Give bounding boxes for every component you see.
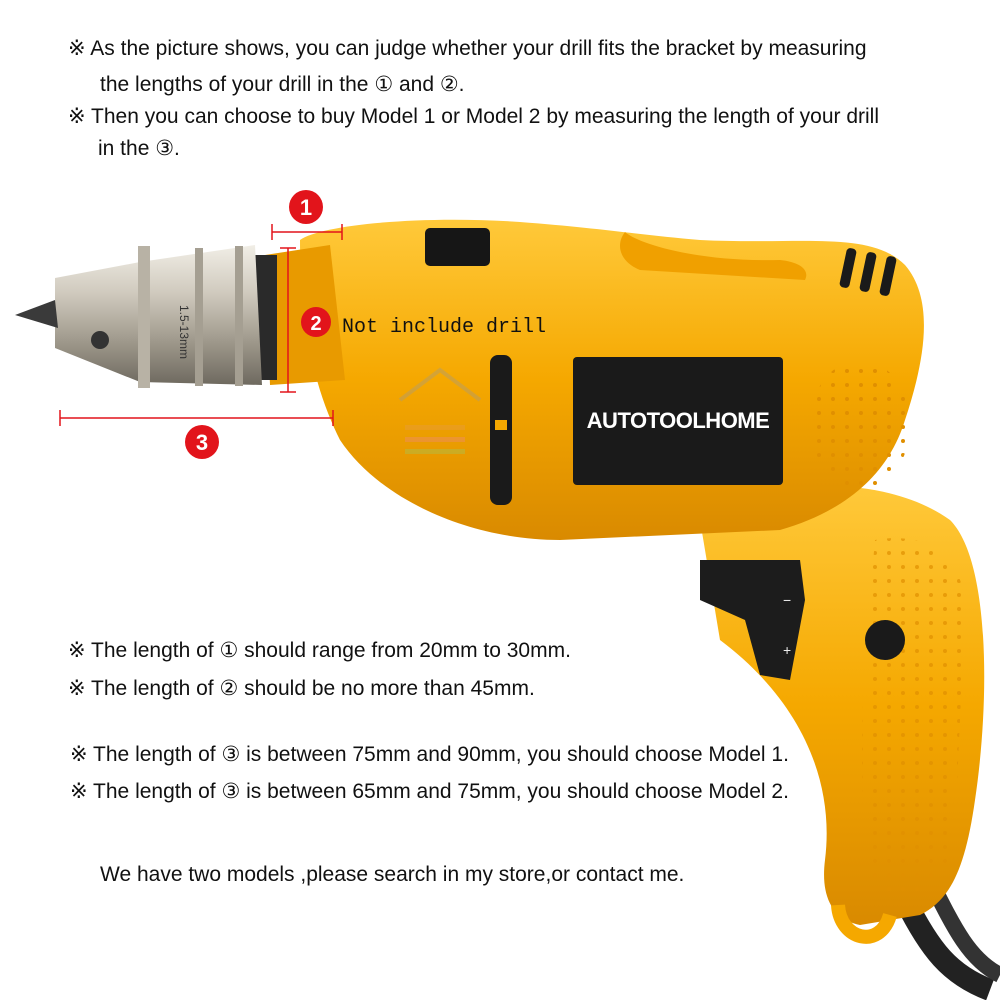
vent-dots <box>810 360 910 490</box>
rule-2: ※ The length of ② should be no more than 45mm. <box>68 677 535 700</box>
intro-line-1: ※ As the picture shows, you can judge whether your drill fits the bracket by measuring <box>68 37 867 60</box>
intro-line-2: the lengths of your drill in the ① and ②. <box>100 73 465 96</box>
intro-line-3: ※ Then you can choose to buy Model 1 or Model 2 by measuring the length of your drill <box>68 105 880 128</box>
marker-2-note: Not include drill <box>342 316 547 339</box>
switch-plus: + <box>783 642 792 658</box>
intro-line-4: in the ③. <box>98 137 180 160</box>
rule-4: ※ The length of ③ is between 65mm and 75mm, you should choose Model 2. <box>70 780 789 803</box>
footer-note: We have two models ,please search in my store,or contact me. <box>100 863 685 886</box>
brand-name: AUTOTOOLHOME <box>586 408 770 433</box>
rule-3: ※ The length of ③ is between 75mm and 90mm, you should choose Model 1. <box>70 743 789 766</box>
svg-text:1: 1 <box>299 195 313 220</box>
drill-chuck <box>55 245 262 385</box>
drill-bit <box>15 300 58 328</box>
top-switch <box>425 228 490 266</box>
switch-minus: − <box>783 592 792 608</box>
chuck-marking: 1.5-13mm <box>177 305 191 360</box>
handle-grip <box>862 538 965 896</box>
lock-button <box>865 620 905 660</box>
svg-text:2: 2 <box>310 313 322 335</box>
svg-text:3: 3 <box>195 430 209 455</box>
rule-1: ※ The length of ① should range from 20mm to 30mm. <box>68 639 571 662</box>
